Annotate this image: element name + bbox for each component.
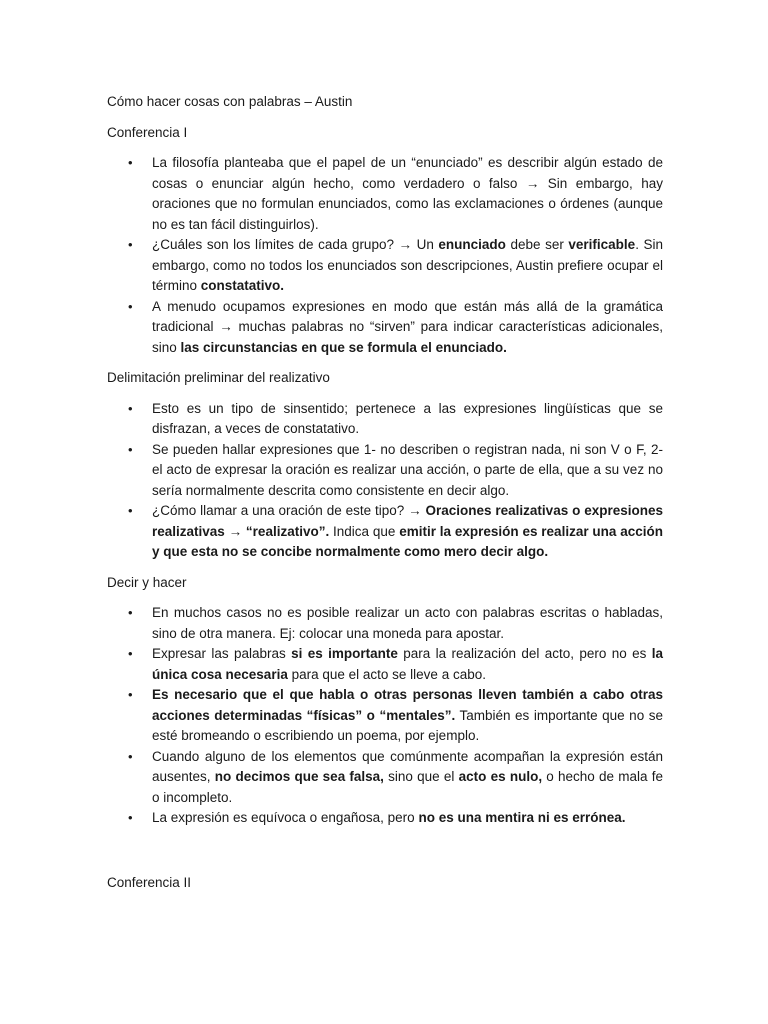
section-heading: Conferencia I — [107, 124, 188, 140]
list-item — [107, 399, 663, 440]
text-run: Esto es un tipo de sinsentido; pertenece a las expresiones lingüísticas que se disfrazan, a veces de constatativo. — [152, 400, 663, 436]
bold-text: las circunstancias en que se formula el enunciado. — [180, 339, 507, 355]
section-heading-conferencia-ii: Conferencia II — [107, 874, 192, 890]
text-run: . Sin embargo, como no todos los enunciados son descripciones, Austin prefiere ocupar el término — [152, 237, 664, 293]
bullet-icon: • — [128, 810, 133, 825]
bold-text: Oraciones realizativas o expresiones realizativas → “realizativo”. — [152, 503, 663, 539]
section-gap — [107, 839, 663, 873]
sections-container — [107, 123, 663, 829]
bold-text: acto es nulo, — [458, 769, 543, 784]
list-item — [107, 440, 663, 502]
bold-text: no es una mentira ni es errónea. — [418, 810, 626, 825]
list-item — [107, 644, 663, 685]
list-item — [107, 501, 663, 563]
bullet-icon: • — [128, 237, 133, 252]
bullet-icon: • — [128, 503, 133, 518]
bullet-icon: • — [128, 646, 133, 661]
text-run: o hecho de mala fe o incompleto. — [152, 769, 663, 805]
section-heading: Delimitación preliminar del realizativo — [107, 370, 330, 385]
text-run: sino que el — [383, 769, 459, 784]
text-run: La filosofía planteaba que el papel de un “enunciado” es describir algún estado de cosas o enunciar algún hecho, como verdadero o falso → Sin embargo, hay oraciones que no formulan enunciados, como las exclamaciones o órdenes (aunque no es tan fácil distinguirlos). — [152, 155, 663, 232]
text-run: La expresión es equívoca o engañosa, pero — [152, 810, 419, 825]
text-run: A menudo ocupamos expresiones en modo que están más allá de la gramática tradicional → muchas palabras no “sirven” para indicar características adicionales, sino — [152, 298, 663, 355]
bullet-list — [107, 153, 663, 358]
text-run: Se pueden hallar expresiones que 1- no describen o registran nada, ni son V o F, 2- el acto de expresar la oración es realizar una acción, o parte de ella, que a su vez no sería normalmente descrita como consistente en decir algo. — [152, 441, 663, 498]
bullet-list — [107, 399, 663, 563]
list-item — [107, 685, 663, 747]
bullet-icon: • — [128, 298, 133, 314]
list-item — [107, 153, 663, 235]
list-item — [107, 297, 663, 359]
text-run: Cuando alguno de los elementos que comúnmente acompañan la expresión están ausentes, — [152, 748, 663, 784]
bold-text: verificable — [568, 237, 636, 252]
bullet-icon: • — [128, 605, 133, 620]
bold-text: Es necesario que el que habla o otras personas lleven también a cabo otras acciones determinadas “físicas” o “mentales”. — [152, 687, 663, 723]
list-item — [107, 235, 663, 297]
bullet-icon: • — [128, 748, 133, 764]
bold-text: emitir la expresión es realizar una acción y que esta no se concibe normalmente como mero decir algo. — [152, 523, 663, 559]
bullet-icon: • — [128, 441, 133, 457]
list-item — [107, 747, 663, 809]
text-run: Indica que — [329, 523, 400, 539]
text-run: para que el acto se lleve a cabo. — [287, 666, 486, 682]
bold-text: constatativo. — [200, 278, 285, 293]
text-run: ¿Cuáles son los límites de cada grupo? → Un — [152, 237, 439, 252]
bold-text: no decimos que sea falsa, — [214, 769, 384, 784]
bullet-icon: • — [128, 687, 133, 702]
text-run: Expresar las palabras — [152, 646, 292, 661]
document-title: Cómo hacer cosas con palabras – Austin — [107, 94, 353, 109]
section-heading: Decir y hacer — [107, 574, 187, 590]
bold-text: enunciado — [438, 237, 506, 252]
text-run: ¿Cómo llamar a una oración de este tipo? → — [152, 503, 426, 518]
bullet-list — [107, 603, 663, 829]
document-content — [107, 92, 663, 903]
bullet-icon: • — [128, 155, 133, 170]
bullet-icon: • — [128, 400, 133, 416]
text-run: También es importante que no se esté bromeando o escribiendo un poema, por ejemplo. — [152, 707, 663, 743]
list-item — [107, 603, 663, 644]
bold-text: si es importante — [291, 646, 398, 661]
list-item — [107, 808, 663, 829]
text-run: En muchos casos no es posible realizar un acto con palabras escritas o habladas, sino de otra manera. Ej: colocar una moneda para apostar. — [152, 605, 663, 641]
bold-text: la única cosa necesaria — [152, 646, 663, 682]
text-run: para la realización del acto, pero no es — [397, 646, 652, 661]
text-run: debe ser — [505, 237, 569, 252]
